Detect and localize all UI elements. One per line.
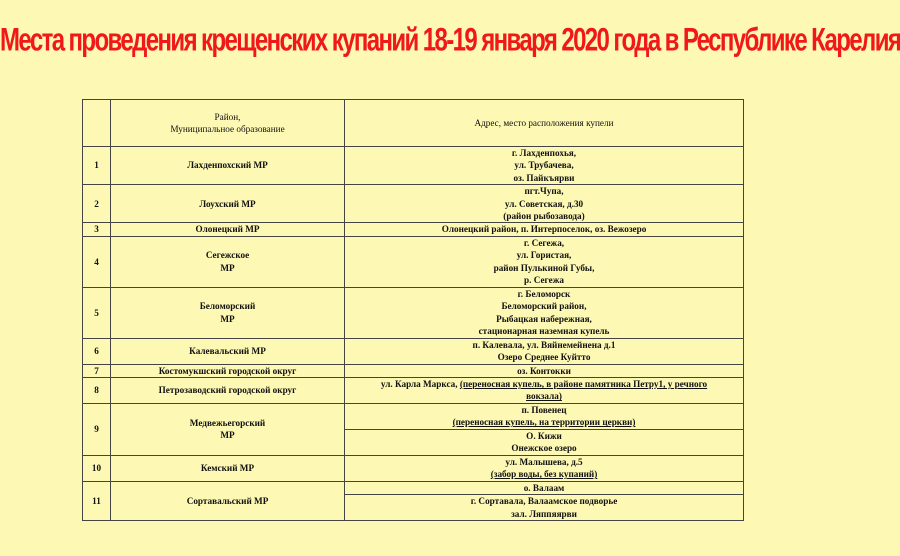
row-address: ул. Карла Маркса, (переносная купель, в районе памятника Петру1, у речного вокзала) [345, 378, 744, 404]
row-address: п. Повенец (переносная купель, на территории церкви) [345, 403, 744, 429]
table-row [83, 403, 744, 429]
row-number: 7 [83, 364, 111, 377]
row-number: 11 [83, 481, 111, 520]
row-address: Олонецкий район, п. Интерпоселок, оз. Вежозеро [345, 223, 744, 236]
header-number [83, 100, 111, 147]
row-address: г. Сегежа, ул. Гористая, район Пулькиной Губы, р. Сегежа [345, 236, 744, 287]
header-district: Район, Муниципальное образование [111, 100, 345, 147]
row-district: Лахденпохский МР [111, 147, 345, 185]
row-address: ул. Малышева, д.5 (забор воды, без купаний) [345, 455, 744, 481]
row-district: Сортавальский МР [111, 481, 345, 520]
row-district: Олонецкий МР [111, 223, 345, 236]
table-row [83, 481, 744, 494]
row-address: г. Беломорск Беломорский район, Рыбацкая набережная, стационарная наземная купель [345, 287, 744, 338]
table-row [83, 338, 744, 364]
row-number: 3 [83, 223, 111, 236]
bathing-sites-table [82, 99, 744, 521]
row-address: О. Кижи Онежское озеро [345, 429, 744, 455]
table-row [83, 147, 744, 185]
row-address: о. Валаам [345, 481, 744, 494]
row-district: Лоухский МР [111, 185, 345, 223]
row-address: г. Сортавала, Валаамское подворье зал. Ляппяярви [345, 495, 744, 521]
row-district: Костомукшский городской округ [111, 364, 345, 377]
row-number: 8 [83, 378, 111, 404]
row-district: Сегежское МР [111, 236, 345, 287]
table-row [83, 223, 744, 236]
row-district: Калевальский МР [111, 338, 345, 364]
page-title: Места проведения крещенских купаний 18-19 января 2020 года в Республике Карелия [0, 22, 900, 59]
row-number: 10 [83, 455, 111, 481]
table-header-row [83, 100, 744, 147]
row-address: г. Лахденпохья, ул. Трубачева, оз. Пайкъярви [345, 147, 744, 185]
row-district: Медвежьегорский МР [111, 403, 345, 455]
row-number: 4 [83, 236, 111, 287]
table-row [83, 378, 744, 404]
table-row [83, 455, 744, 481]
row-address: п. Калевала, ул. Вяйнемейнена д.1 Озеро Среднее Куйтто [345, 338, 744, 364]
row-number: 5 [83, 287, 111, 338]
header-address: Адрес, место расположения купели [345, 100, 744, 147]
table-row [83, 185, 744, 223]
row-number: 6 [83, 338, 111, 364]
row-number: 9 [83, 403, 111, 455]
row-address: пгт.Чупа, ул. Советская, д.30 (район рыбозавода) [345, 185, 744, 223]
row-district: Беломорский МР [111, 287, 345, 338]
table-row [83, 236, 744, 287]
row-district: Петрозаводский городской округ [111, 378, 345, 404]
table-row [83, 364, 744, 377]
row-number: 2 [83, 185, 111, 223]
row-number: 1 [83, 147, 111, 185]
row-district: Кемский МР [111, 455, 345, 481]
table-row [83, 287, 744, 338]
row-address: оз. Контокки [345, 364, 744, 377]
